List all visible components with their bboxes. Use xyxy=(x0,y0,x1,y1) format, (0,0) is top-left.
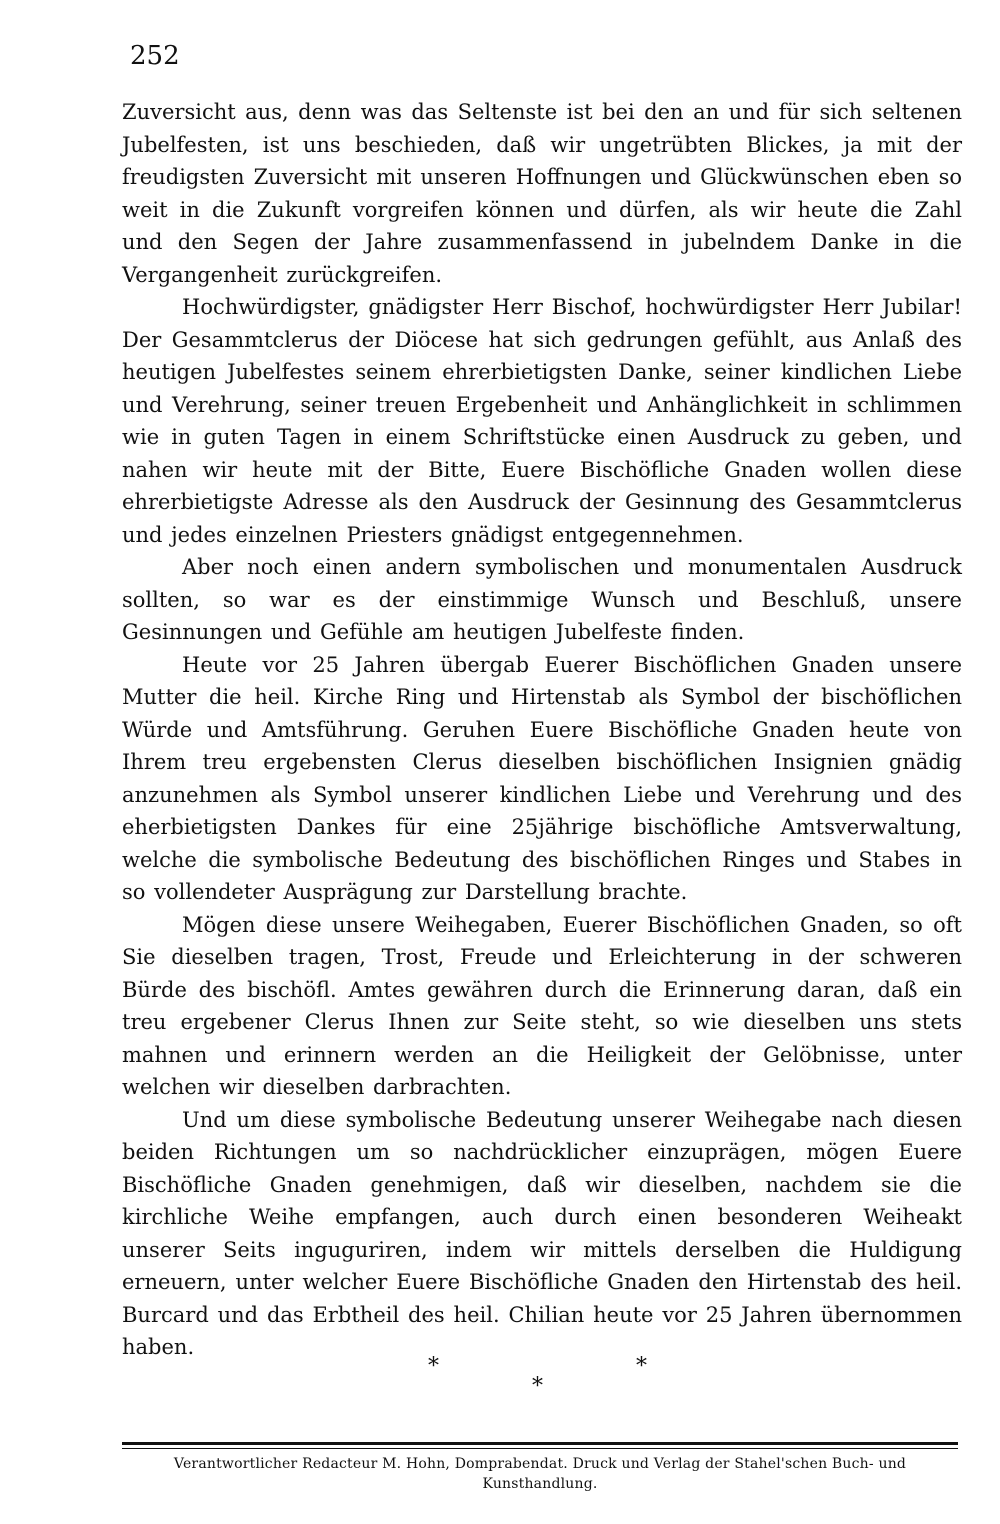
paragraph-3: Aber noch einen andern symbolischen und monumentalen Ausdruck sollten, so war es der einstimmige Wunsch und Beschluß, unsere Gesinnungen und Gefühle am heutigen Jubelfeste finden. xyxy=(122,555,962,644)
ornament-star-right: * xyxy=(636,1354,647,1379)
paragraph-5: Mögen diese unsere Weihegaben, Euerer Bischöflichen Gnaden, so oft Sie dieselben tragen, Trost, Freude und Erleichterung in der schweren Bürde des bischöfl. Amtes gewähren durch die Erinnerung daran, daß ein treu ergebener Clerus Ihnen zur Seite steht, so wie dieselben uns stets mahnen und erinnern werden an die Heiligkeit der Gelöbnisse, unter welchen wir dieselben darbrachten. xyxy=(122,912,962,1099)
paragraph-2: Hochwürdigster, gnädigster Herr Bischof, hochwürdigster Herr Jubilar! Der Gesammtclerus der Diöcese hat sich gedrungen gefühlt, aus Anlaß des heutigen Jubelfestes seinem ehrerbietigsten Danke, seiner kindlichen Liebe und Verehrung, seiner treuen Ergebenheit und Anhänglichkeit in schlimmen wie in guten Tagen in einem Schriftstücke einen Ausdruck zu geben, und nahen wir heute mit der Bitte, Euere Bischöfliche Gnaden wollen diese ehrerbietigste Adresse als den Ausdruck der Gesinnung des Gesammtclerus und jedes einzelnen Priesters gnädigst entgegennehmen. xyxy=(122,295,962,547)
footer-rule-thick xyxy=(122,1442,958,1445)
page-number: 252 xyxy=(130,41,180,71)
paragraph-6: Und um diese symbolische Bedeutung unserer Weihegabe nach diesen beiden Richtungen um so nachdrücklicher einzuprägen, mögen Euere Bischöfliche Gnaden genehmigen, daß wir dieselben, nachdem sie die kirchliche Weihe empfangen, auch durch einen besonderen Weiheakt unserer Seits inguguriren, indem wir mittels derselben die Huldigung erneuern, unter welcher Euere Bischöfliche Gnaden den Hirtenstab des heil. Burcard und das Erbtheil des heil. Chilian heute vor 25 Jahren übernommen haben. xyxy=(122,1107,962,1359)
paragraph-1: Zuversicht aus, denn was das Seltenste ist bei den an und für sich seltenen Jubelfesten, ist uns beschieden, daß wir ungetrübten Blickes, ja mit der freudigsten Zuversicht mit unseren Hoffnungen und Glückwünschen eben so weit in die Zukunft vorgreifen können und dürfen, als wir heute die Zahl und den Segen der Jahre zusammenfassend in jubelndem Danke in die Vergangenheit zurückgreifen. xyxy=(122,100,962,287)
footer-rule-thin xyxy=(122,1448,958,1449)
ornament-star-bottom: * xyxy=(532,1374,543,1399)
ornament-star-left: * xyxy=(428,1354,439,1379)
paragraph-4: Heute vor 25 Jahren übergab Euerer Bischöflichen Gnaden unsere Mutter die heil. Kirche Ring und Hirtenstab als Symbol der bischöflichen Würde und Amtsführung. Geruhen Euere Bischöfliche Gnaden heute von Ihrem treu ergebensten Clerus dieselben bischöflichen Insignien gnädig anzunehmen als Symbol unserer kindlichen Liebe und Verehrung und des eherbietigsten Dankes für eine 25jährige bischöfliche Amtsverwaltung, welche die symbolische Bedeutung des bischöflichen Ringes und Stabes in so vollendeter Ausprägung zur Darstellung brachte. xyxy=(122,652,962,904)
body-text xyxy=(122,96,962,1364)
imprint-line: Verantwortlicher Redacteur M. Hohn, Domprabendat. Druck und Verlag der Stahel'schen Buch- und Kunsthandlung. xyxy=(173,1456,907,1492)
asterism-ornament xyxy=(0,1350,1000,1399)
